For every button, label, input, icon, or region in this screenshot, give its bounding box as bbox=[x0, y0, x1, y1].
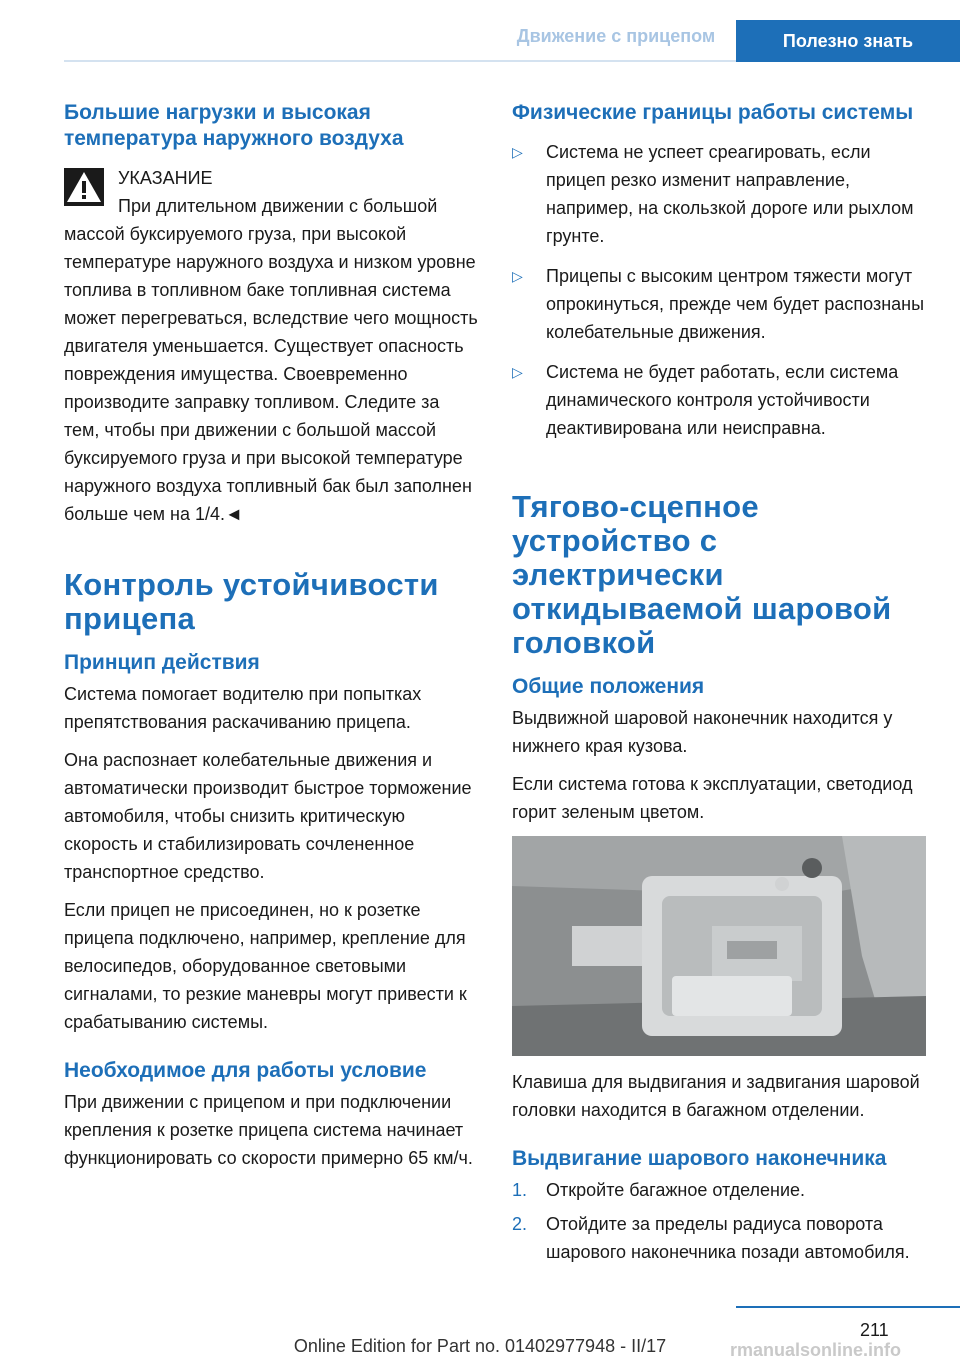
header-section-title: Движение с прицепом bbox=[516, 26, 716, 46]
bullet-triangle-icon: ▷ bbox=[512, 144, 523, 160]
heading-trailer-stability: Контроль устойчивости прицепа bbox=[64, 567, 439, 636]
step-number: 1. bbox=[512, 1180, 528, 1200]
warning-block bbox=[64, 164, 478, 528]
step-number: 2. bbox=[512, 1214, 528, 1234]
heading-high-loads: Большие нагрузки и высокая температура наружного воздуха bbox=[64, 101, 404, 150]
heading-condition: Необходимое для работы условие bbox=[64, 1059, 427, 1082]
heading-principle: Принцип действия bbox=[64, 651, 260, 674]
heading-extend-ball: Выдвигание шарового наконечника bbox=[512, 1147, 887, 1170]
paragraph: Если система готова к эксплуатации, светодиод горит зеленым цветом. bbox=[512, 774, 913, 822]
list-item bbox=[512, 138, 930, 250]
step-text: Откройте багажное отделение. bbox=[546, 1180, 806, 1200]
list-item-text: Система не успеет среагировать, если прицеп резко изменит направление, например, на скользкой дороге или рыхлом грунте. bbox=[546, 142, 914, 246]
steps-list bbox=[512, 1176, 930, 1266]
step-item bbox=[512, 1176, 930, 1204]
bullet-triangle-icon: ▷ bbox=[512, 268, 523, 284]
footer-edition: Online Edition for Part no. 01402977948 - II/17 bbox=[293, 1336, 667, 1356]
page-number: 211 bbox=[860, 1320, 889, 1340]
step-item bbox=[512, 1210, 930, 1266]
paragraph: Она распознает колебательные движения и автоматически производит быстрое торможение автомобиля, чтобы снизить критическую скорость и стабилизировать сочлененное транспортное средство. bbox=[64, 750, 472, 882]
list-item bbox=[512, 262, 930, 346]
header-chapter-tab: Полезно знать bbox=[736, 20, 960, 62]
step-text: Отойдите за пределы радиуса поворота шарового наконечника позади автомобиля. bbox=[546, 1214, 910, 1262]
left-column bbox=[64, 100, 478, 1182]
paragraph: Система помогает водителю при попытках препятствования раскачиванию прицепа. bbox=[64, 684, 422, 732]
watermark: rmanualsonline.info bbox=[730, 1340, 902, 1360]
warning-text: При длительном движении с большой массой буксируемого груза, при высокой температуре наружного воздуха и низком уровне топлива в топливном баке топливная система может перегреваться, вследствие чего мощность двигателя уменьшается. Существует опасность повреждения имущества. Своевременно производите заправку топливом. Следите за тем, чтобы при движении с большой массой буксируемого груза и при высокой температуре наружного воздуха топливный бак был заполнен больше чем на 1/4.◄ bbox=[64, 196, 478, 524]
paragraph: Выдвижной шаровой наконечник находится у нижнего края кузова. bbox=[512, 708, 893, 756]
heading-physical-limits: Физические границы работы системы bbox=[512, 101, 914, 124]
list-item-text: Прицепы с высоким центром тяжести могут опрокинуться, прежде чем будет распознаны колебательные движения. bbox=[546, 266, 925, 342]
paragraph: Если прицеп не присоединен, но к розетке прицепа подключено, например, крепление для велосипедов, оборудованное световыми сигналами, то резкие маневры могут привести к срабатыванию системы. bbox=[64, 900, 467, 1032]
right-column bbox=[512, 100, 930, 1272]
figure-caption: Клавиша для выдвигания и задвигания шаровой головки находится в багажном отделении. bbox=[512, 1072, 920, 1120]
heading-tow-hitch: Тягово-сцепное устройство с электрически откидываемой шаровой головкой bbox=[512, 489, 892, 660]
bullet-triangle-icon: ▷ bbox=[512, 364, 523, 380]
list-item bbox=[512, 358, 930, 442]
heading-general: Общие положения bbox=[512, 675, 705, 698]
footer-rule bbox=[736, 1306, 960, 1308]
limits-list bbox=[512, 138, 930, 442]
warning-triangle-icon bbox=[64, 168, 104, 206]
warning-title: УКАЗАНИЕ bbox=[118, 168, 213, 188]
list-item-text: Система не будет работать, если система динамического контроля устойчивости деактивирована или неисправна. bbox=[546, 362, 899, 438]
trunk-photo bbox=[512, 836, 926, 1056]
paragraph: При движении с прицепом и при подключении крепления к розетке прицепа система начинает функционировать со скорости примерно 65 км/ч. bbox=[64, 1092, 473, 1168]
header-rule bbox=[64, 60, 736, 62]
